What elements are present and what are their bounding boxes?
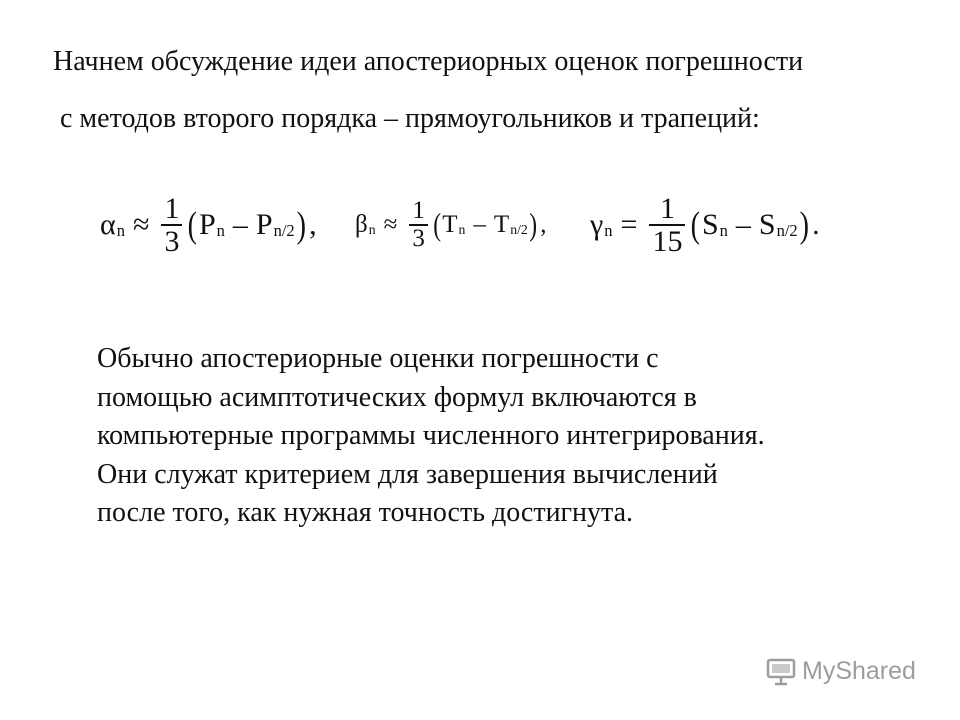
left-paren: (	[188, 204, 198, 246]
paragraph-line: компьютерные программы численного интегрирования.	[97, 420, 765, 451]
formula-relation: ≈	[132, 208, 150, 241]
formula-beta	[355, 185, 546, 265]
formula-term-1: S	[701, 208, 719, 241]
fraction-denominator: 3	[412, 225, 425, 252]
formula-term-2-subscript: n/2	[776, 220, 798, 240]
left-paren: (	[691, 204, 701, 246]
paragraph-line: Обычно апостериорные оценки погрешности с	[97, 343, 659, 374]
formula-term-1: P	[198, 208, 216, 241]
formula-punctuation: ,	[540, 211, 547, 238]
formula-alpha	[100, 185, 317, 265]
formula-lhs-subscript: n	[368, 221, 376, 237]
fraction-numerator: 1	[412, 196, 425, 224]
formula-relation: ≈	[383, 211, 398, 238]
formula-lhs: γ	[590, 208, 604, 241]
intro-line-1: Начнем обсуждение идеи апостериорных оценок погрешности	[53, 46, 804, 77]
formula-fraction	[649, 193, 685, 258]
watermark	[766, 656, 916, 686]
formula-lhs: β	[355, 211, 368, 238]
right-paren: )	[296, 204, 306, 246]
formula-term-2-subscript: n/2	[273, 220, 295, 240]
formula-minus: –	[735, 208, 751, 241]
formula-term-1: T	[442, 211, 458, 238]
right-paren: )	[529, 207, 537, 242]
formula-minus: –	[232, 208, 248, 241]
formula-fraction	[409, 198, 428, 253]
formula-fraction	[161, 193, 182, 258]
formula-lhs-subscript: n	[604, 220, 613, 240]
formula-punctuation: ,	[309, 208, 317, 241]
formula-lhs: α	[100, 208, 116, 241]
paragraph-line: помощью асимптотических формул включаются в	[97, 381, 697, 413]
formula-gamma	[590, 185, 820, 265]
formula-term-2-subscript: n/2	[510, 221, 528, 237]
formula-punctuation: .	[812, 208, 820, 241]
formula-term-2: P	[255, 208, 273, 241]
paragraph-line: после того, как нужная точность достигнута.	[97, 497, 634, 528]
paragraph-line: Они служат критерием для завершения вычислений	[97, 458, 718, 490]
fraction-denominator: 3	[164, 225, 180, 258]
presentation-board-icon	[766, 656, 796, 686]
intro-line-2: с методов второго порядка – прямоугольников и трапеций:	[60, 103, 760, 134]
watermark-text: MyShared	[802, 656, 916, 685]
formula-term-1-subscript: n	[458, 221, 466, 237]
formula-relation: =	[620, 208, 638, 241]
explanation-paragraph	[97, 340, 897, 533]
formula-minus: –	[473, 211, 486, 238]
formula-term-2: T	[493, 211, 510, 238]
formula-term-1-subscript: n	[216, 220, 225, 240]
right-paren: )	[799, 204, 809, 246]
formula-term-1-subscript: n	[719, 220, 728, 240]
formula-lhs-subscript: n	[116, 220, 125, 240]
fraction-denominator: 15	[652, 225, 683, 258]
fraction-numerator: 1	[164, 191, 180, 225]
left-paren: (	[433, 207, 441, 242]
fraction-numerator: 1	[659, 191, 675, 225]
formula-term-2: S	[758, 208, 776, 241]
